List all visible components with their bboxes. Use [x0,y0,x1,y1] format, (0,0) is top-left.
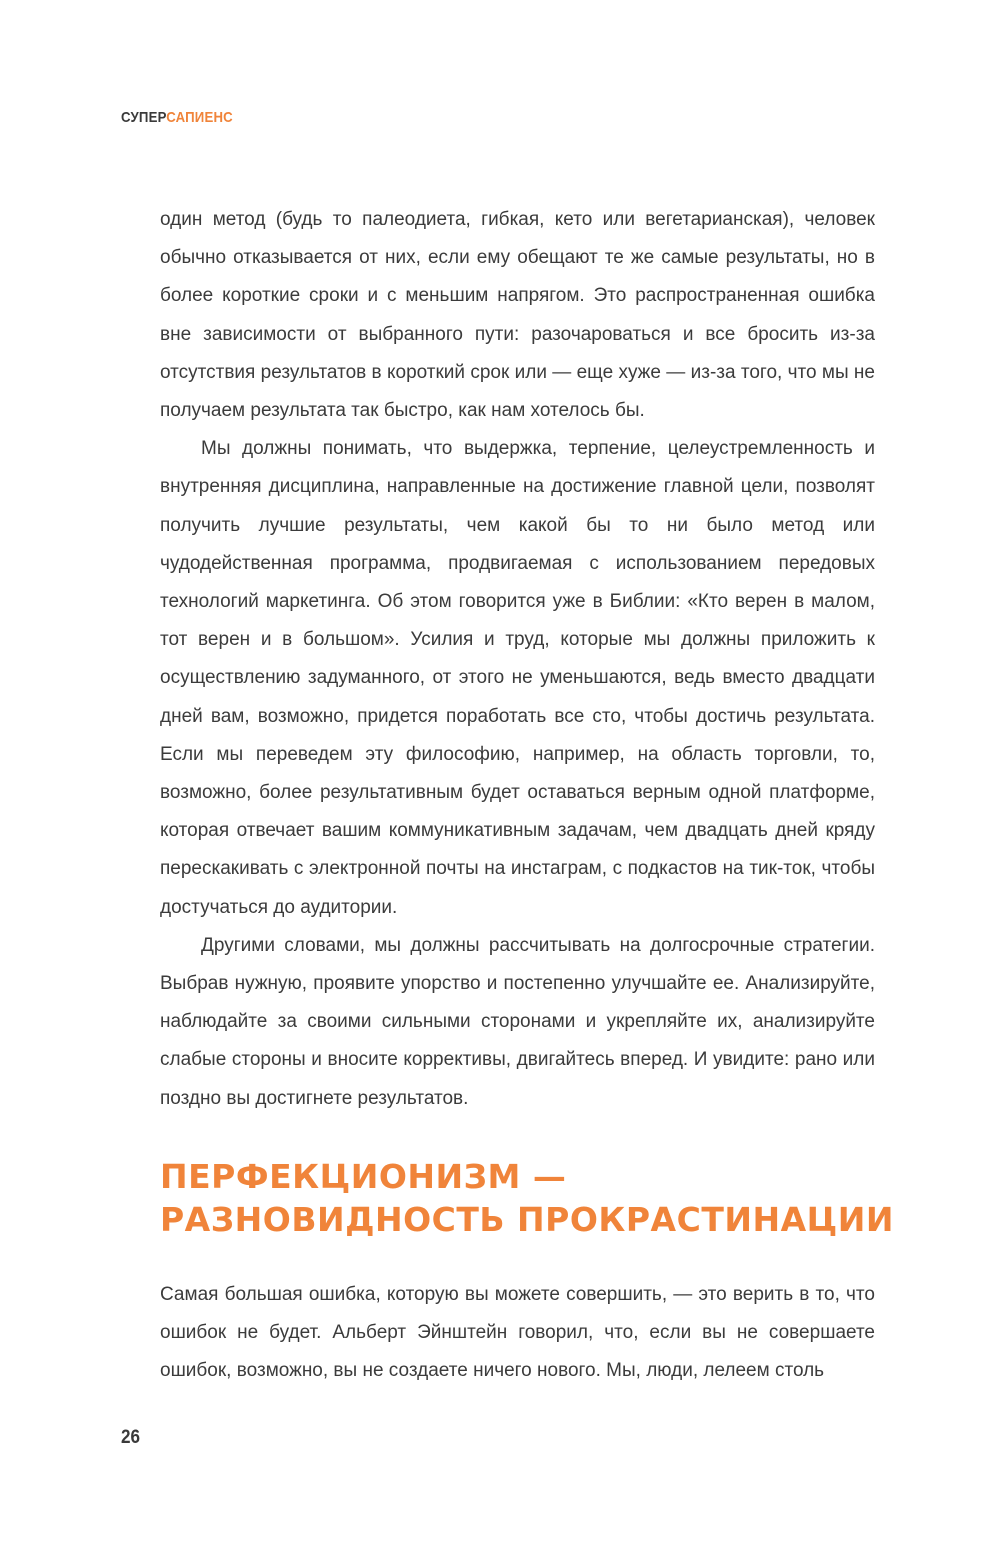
body-paragraph: Другими словами, мы должны рассчитывать на долгосрочные стратегии. Выбрав нужную, проявите упорство и постепенно улучшайте ее. Анализируйте, наблюдайте за своими сильными сторонами и укрепляйте их, анализируйте слабые стороны и вносите коррективы, двигайтесь вперед. И увидите: рано или поздно вы достигнете результатов. [160,934,875,1109]
section-text [160,1276,875,1391]
body-paragraph: Мы должны понимать, что выдержка, терпение, целеустремленность и внутренняя дисциплина, направленные на достижение главной цели, позволят получить лучшие результаты, чем какой бы то ни было метод или чудодейственная программа, продвигаемая с использованием передовых технологий маркетинга. Об этом говорится уже в Библии: «Кто верен в малом, тот верен и в большом». Усилия и труд, которые мы должны приложить к осуществлению задуманного, от этого не уменьшаются, ведь вместо двадцати дней вам, возможно, придется поработать все сто, чтобы достичь результата. Если мы переведем эту философию, например, на область торговли, то, возможно, более результативным будет оставаться верным одной платформе, которая отвечает вашим коммуникативным задачам, чем двадцать дней кряду перескакивать с электронной почты на инстаграм, с подкастов на тик-ток, чтобы достучаться до аудитории. [160,438,875,918]
body-paragraph: один метод (будь то палеодиета, гибкая, кето или вегетарианская), человек обычно отказывается от них, если ему обещают те же самые результаты, но в более короткие сроки и с меньшим напрягом. Это распространенная ошибка вне зависимости от выбранного пути: разочароваться и все бросить из-за отсутствия результатов в короткий срок или — еще хуже — из-за того, что мы не получаем результата так быстро, как нам хотелось бы. [160,209,875,422]
section-heading-line: РАЗНОВИДНОСТЬ ПРОКРАСТИНАЦИИ [160,1200,894,1239]
page-number: 26 [121,1427,141,1448]
running-head-title-part1: СУПЕР [121,109,167,126]
running-head [121,109,233,127]
section-heading [160,1155,920,1241]
section-paragraph: Самая большая ошибка, которую вы можете совершить, — это верить в то, что ошибок не будет. Альберт Эйнштейн говорил, что, если вы не совершаете ошибок, возможно, вы не создаете ничего нового. Мы, люди, лелеем столь [160,1284,875,1382]
section-heading-line: ПЕРФЕКЦИОНИЗМ — [160,1157,567,1196]
body-text [160,201,875,1118]
running-head-title-part2: САПИЕНС [166,109,233,126]
